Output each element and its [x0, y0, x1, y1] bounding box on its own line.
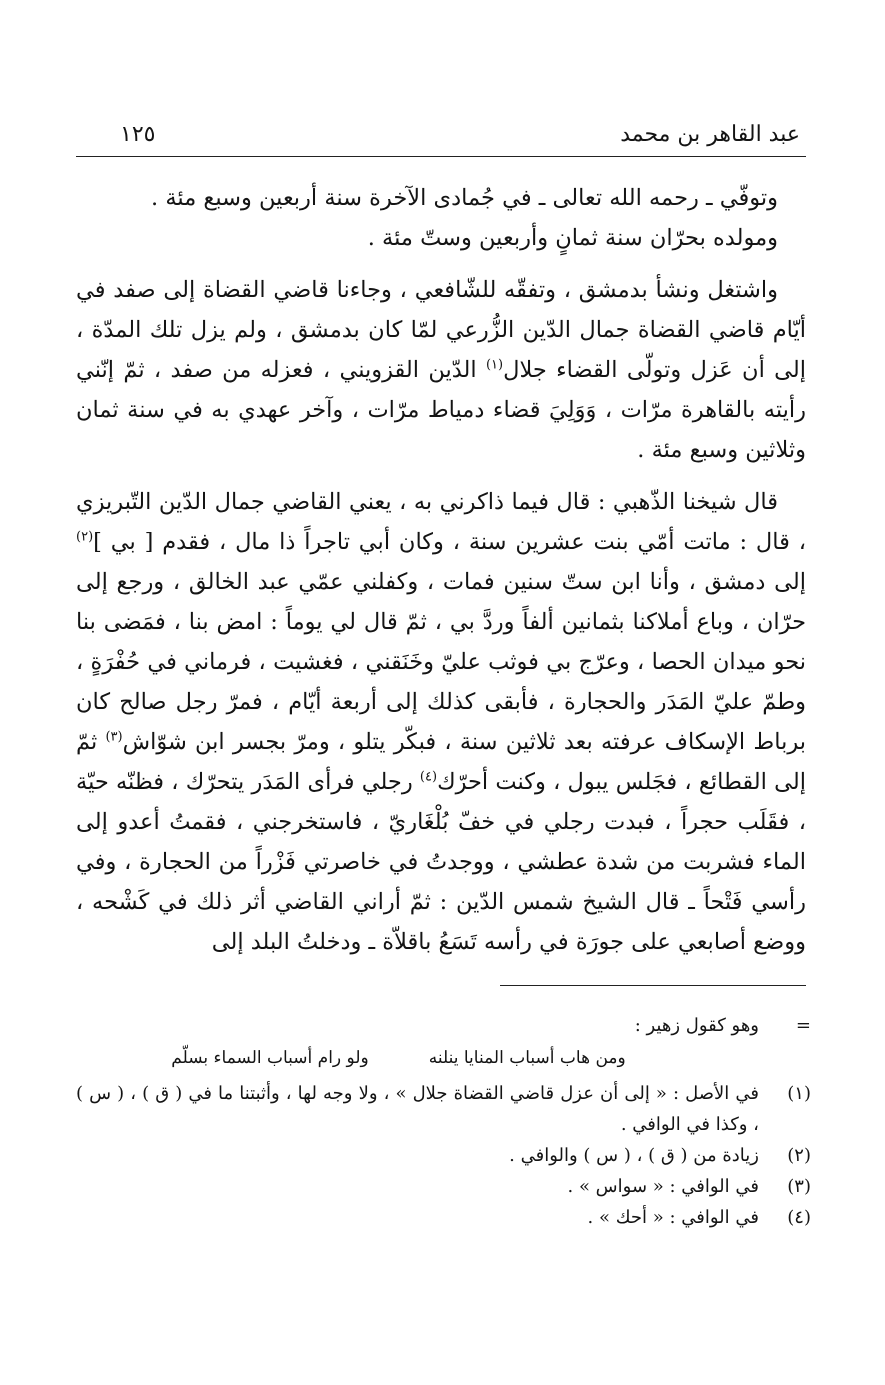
footnote-ref-4: (٤) — [419, 769, 438, 785]
paragraph-career-text-2: الدّين القزويني ، فعزله من صفد ، ثمّ إنّني رأيته بالقاهرة مرّات ، وَوَلِيَ قضاء دمياط مرّات ، وآخر عهدي به في سنة ثمان وثلاثين وسبع مئة . — [76, 357, 806, 463]
footnote-item — [76, 1078, 811, 1140]
verse-second-hemistich: ولو رام أسباب السماء بسلّم — [171, 1048, 369, 1068]
footnote-number: (١) — [787, 1083, 811, 1104]
page-header — [76, 120, 806, 157]
footnote-text: في الوافي : « سواس » . — [567, 1176, 759, 1197]
footnote-number: (٢) — [787, 1145, 811, 1166]
footnote-number: (٣) — [787, 1176, 811, 1197]
paragraph-narration-text-3: ثمّ إلى القطائع ، فجَلس يبول ، وكنت أحرّك — [76, 729, 806, 795]
footnote-item — [76, 1171, 811, 1202]
footnote-text: في الوافي : « أحك » . — [587, 1207, 759, 1228]
paragraph-career-text-1: واشتغل ونشأ بدمشق ، وتفقّه للشّافعي ، وجاءنا قاضي القضاة إلى صفد في أيّام قاضي القضاة جمال الدّين الزُّرعي لمّا كان بدمشق ، ولم يزل تلك المدّة ، إلى أن عَزل وتولّى القضاء جلال — [76, 277, 806, 383]
running-head: عبد القاهر بن محمد — [620, 122, 800, 147]
footnotes — [76, 1010, 811, 1233]
footnote-ref-3: (٣) — [105, 729, 123, 745]
main-text — [76, 178, 806, 962]
paragraph-career — [76, 270, 806, 470]
footnote-ref-1: (١) — [485, 357, 504, 373]
footnote-number: (٤) — [787, 1207, 811, 1228]
paragraph-death: وتوفّي ـ رحمه الله تعالى ـ في جُمادى الآخرة سنة أربعين وسبع مئة . — [151, 185, 778, 211]
continuation-text: وهو كقول زهير : — [634, 1015, 759, 1036]
footnote-text: زيادة من ( ق ) ، ( س ) والوافي . — [509, 1145, 759, 1166]
footnote-ref-2: (٢) — [76, 529, 94, 545]
paragraph-dhahabi-narration — [76, 482, 806, 962]
page-number: ١٢٥ — [120, 122, 156, 147]
paragraph-narration-text-1: قال شيخنا الذّهبي : قال فيما ذاكرني به ، يعني القاضي جمال الدّين التّبريزي ، قال : ماتت أمّي بنت عشرين سنة ، وكان أبي تاجراً ذا مال ، فقدم [ بي ] — [76, 489, 806, 555]
footnote-item — [76, 1202, 811, 1233]
continuation-mark: = — [795, 1015, 811, 1036]
footnote-separator — [500, 985, 806, 986]
footnote-text: في الأصل : « إلى أن عزل قاضي القضاة جلال » ، ولا وجه لها ، وأثبتنا ما في ( ق ) ، ( س ) ، وكذا في الوافي . — [76, 1083, 759, 1135]
footnote-item — [76, 1140, 811, 1171]
paragraph-narration-text-2: إلى دمشق ، وأنا ابن ستّ سنين فمات ، وكفلني عمّي عبد الخالق ، ورجع إلى حرّان ، وباع أملاكنا بثمانين ألفاً وردَّ بي ، ثمّ قال لي يوماً : امض بنا ، فمَضى بنا نحو ميدان الحصا ، وعرّج بي فوثب عليّ وخَنَقني ، فغشيت ، فرماني في حُفْرَةٍ ، وطمّ عليّ المَدَر والحجارة ، فأبقى كذلك إلى أربعة أيّام ، فمرّ رجل صالح كان برباط الإسكاف عرفته بعد ثلاثين سنة ، فبكّر يتلو ، ومرّ بجسر ابن شوّاش — [76, 569, 807, 755]
poetry-verse — [76, 1043, 811, 1074]
footnote-continuation — [76, 1010, 811, 1041]
paragraph-birth: ومولده بحرّان سنة ثمانٍ وأربعين وستّ مئة . — [367, 225, 778, 251]
paragraph-narration-text-4: رجلي فرأى المَدَر يتحرّك ، فظنّه حيّة ، فقَلَب حجراً ، فبدت رجلي في خفّ بُلْغَاريّ ، فاستخرجني ، فقمتُ أعدو إلى الماء فشربت من شدة عطشي ، ووجدتُ في خاصرتي فَزْراً من الحجارة ، وفي رأسي فَتْحاً ـ قال الشيخ شمس الدّين : ثمّ أراني القاضي أثر ذلك في كَشْحه ، ووضع أصابعي على جورَة في رأسه تَسَعُ باقلاّة ـ ودخلتُ البلد إلى — [76, 769, 806, 955]
verse-first-hemistich: ومن هاب أسباب المنايا ينلنه — [428, 1048, 626, 1068]
